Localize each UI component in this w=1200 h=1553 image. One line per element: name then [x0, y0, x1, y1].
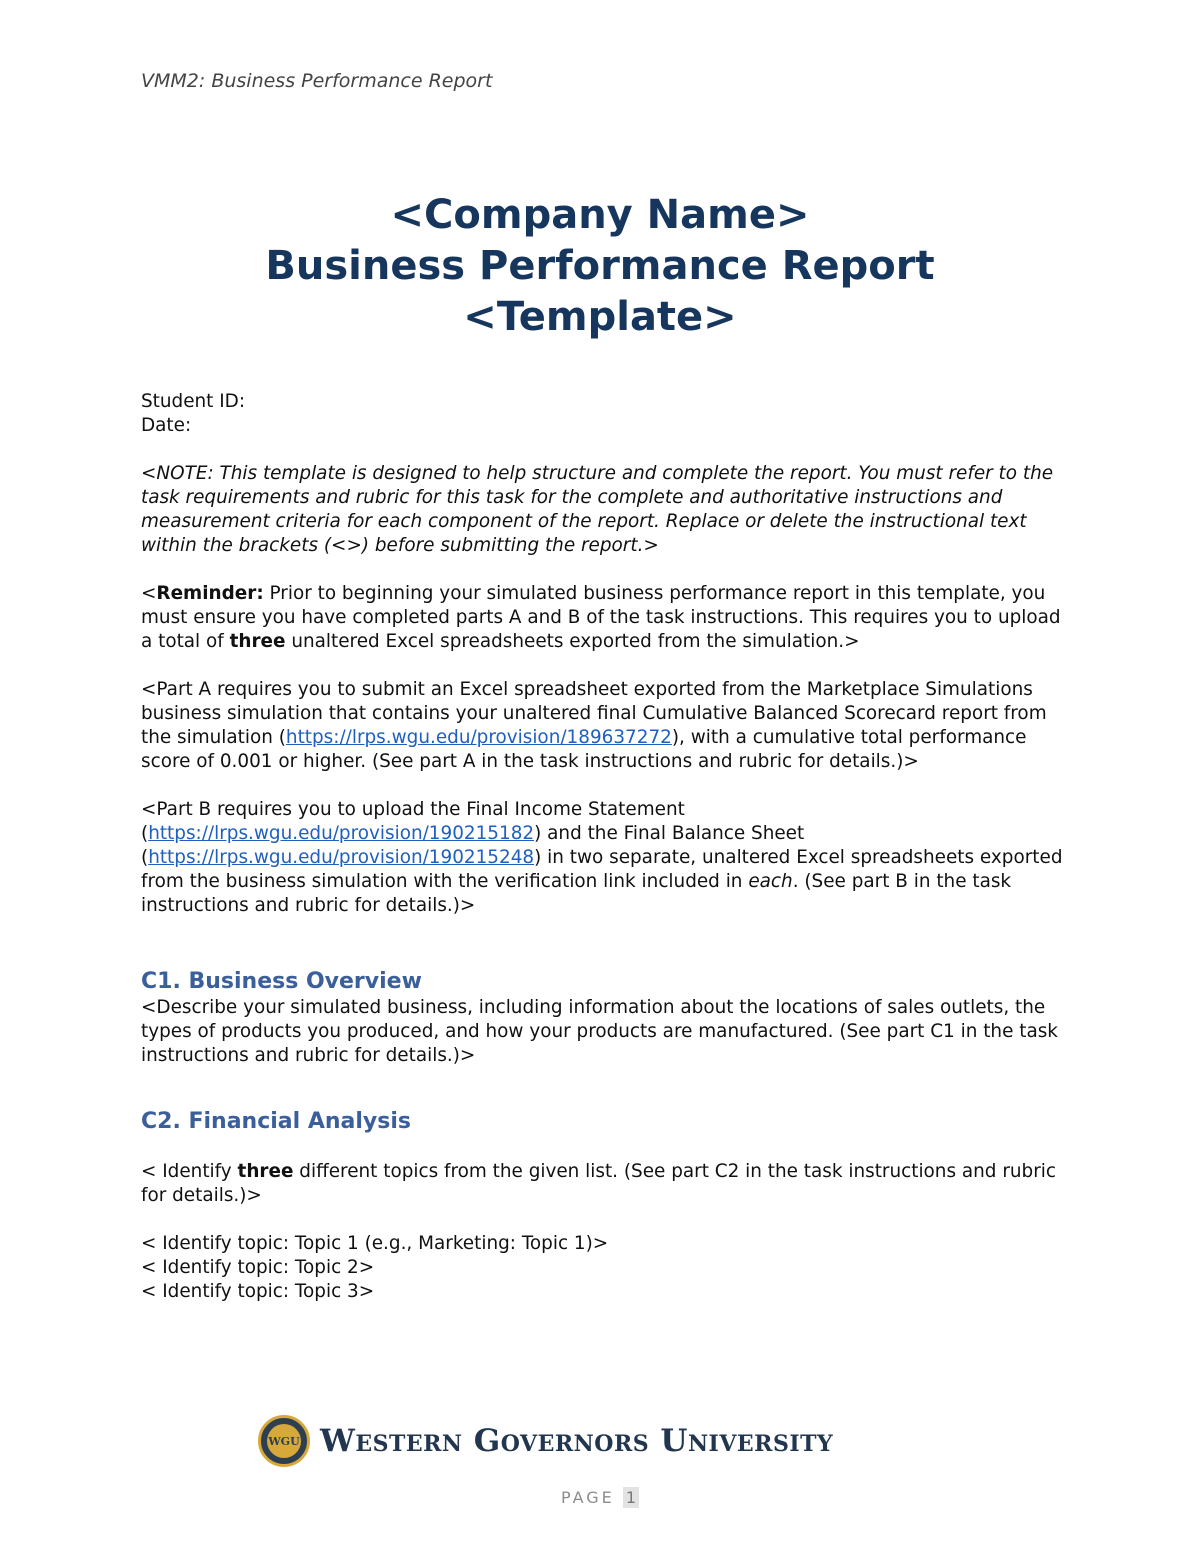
student-id-label: Student ID: — [141, 391, 246, 412]
c1-paragraph: <Describe your simulated business, including information about the locations of sales outlets, the types of products you produced, and how your products are manufactured. (See part C1 in the task instructions and rubric for details.)> — [141, 997, 1058, 1066]
wgu-seal-text: WGU — [267, 1424, 301, 1458]
title-template: <Template> — [463, 294, 737, 340]
page-header: VMM2: Business Performance Report — [141, 70, 493, 92]
title-company-name: <Company Name> — [390, 192, 810, 238]
page-number-footer — [0, 1488, 1200, 1507]
document-body — [141, 390, 1066, 1304]
reminder-bold-three: three — [229, 631, 286, 652]
c2-topic-item: < Identify topic: Topic 2> — [141, 1257, 375, 1278]
page-label: PAGE — [560, 1488, 615, 1507]
part-b-text-4: . (See part B in the task instructions and rubric for details.)> — [141, 871, 1012, 916]
wgu-wordmark: Western Governors University — [320, 1423, 834, 1459]
wgu-logo — [258, 1412, 833, 1470]
c2-topic-item: < Identify topic: Topic 3> — [141, 1281, 375, 1302]
part-a-text-2: ), with a cumulative total performance score of 0.001 or higher. (See part A in the task instructions and rubric for details.)> — [141, 727, 1027, 772]
page-number: 1 — [623, 1487, 639, 1508]
reminder-paragraph — [141, 582, 1066, 654]
part-b-balance-link[interactable]: https://lrps.wgu.edu/provision/190215248 — [148, 847, 535, 868]
c2-intro-bold-three: three — [237, 1161, 294, 1182]
reminder-open: < — [141, 583, 157, 604]
date-label: Date: — [141, 415, 192, 436]
wgu-seal-icon — [258, 1415, 310, 1467]
c2-intro-text-2: different topics from the given list. (See part C2 in the task instructions and rubric for details.)> — [141, 1161, 1057, 1206]
part-a-text-1: <Part A requires you to submit an Excel spreadsheet exported from the Marketplace Simulations business simulation that contains your unaltered final Cumulative Balanced Scorecard report from the simulation ( — [141, 679, 1047, 748]
part-b-text-3: ) in two separate, unaltered Excel spreadsheets exported from the business simulation with the verification link included in — [141, 847, 1063, 892]
part-b-paragraph — [141, 798, 1066, 918]
part-a-link[interactable]: https://lrps.wgu.edu/provision/189637272 — [285, 727, 672, 748]
c2-intro-text-1: < Identify — [141, 1161, 238, 1182]
c2-heading: C2. Financial Analysis — [141, 1109, 411, 1134]
reminder-text-2: unaltered Excel spreadsheets exported from the simulation.> — [285, 631, 860, 652]
document-title — [0, 190, 1200, 343]
title-report-name: Business Performance Report — [265, 243, 935, 289]
c1-heading: C1. Business Overview — [141, 969, 422, 994]
reminder-text-1: Prior to beginning your simulated business performance report in this template, you must ensure you have completed parts A and B of the task instructions. This requires you to upload a total of — [141, 583, 1061, 652]
note-paragraph: <NOTE: This template is designed to help structure and complete the report. You must refer to the task requirements and rubric for this task for the complete and authoritative instructions and measurement criteria for each component of the report. Replace or delete the instructional text within the brackets (<>) before submitting the report.> — [141, 463, 1054, 556]
c2-topic-item: < Identify topic: Topic 1 (e.g., Marketing: Topic 1)> — [141, 1233, 609, 1254]
part-a-paragraph — [141, 678, 1066, 774]
c2-topic-list — [141, 1232, 1066, 1304]
part-b-income-link[interactable]: https://lrps.wgu.edu/provision/190215182 — [148, 823, 535, 844]
c2-intro-paragraph — [141, 1160, 1066, 1208]
part-b-text-1: <Part B requires you to upload the Final Income Statement ( — [141, 799, 685, 844]
part-b-text-2: ) and the Final Balance Sheet ( — [141, 823, 805, 868]
part-b-italic-each: each — [748, 871, 793, 892]
reminder-label: Reminder: — [156, 583, 264, 604]
